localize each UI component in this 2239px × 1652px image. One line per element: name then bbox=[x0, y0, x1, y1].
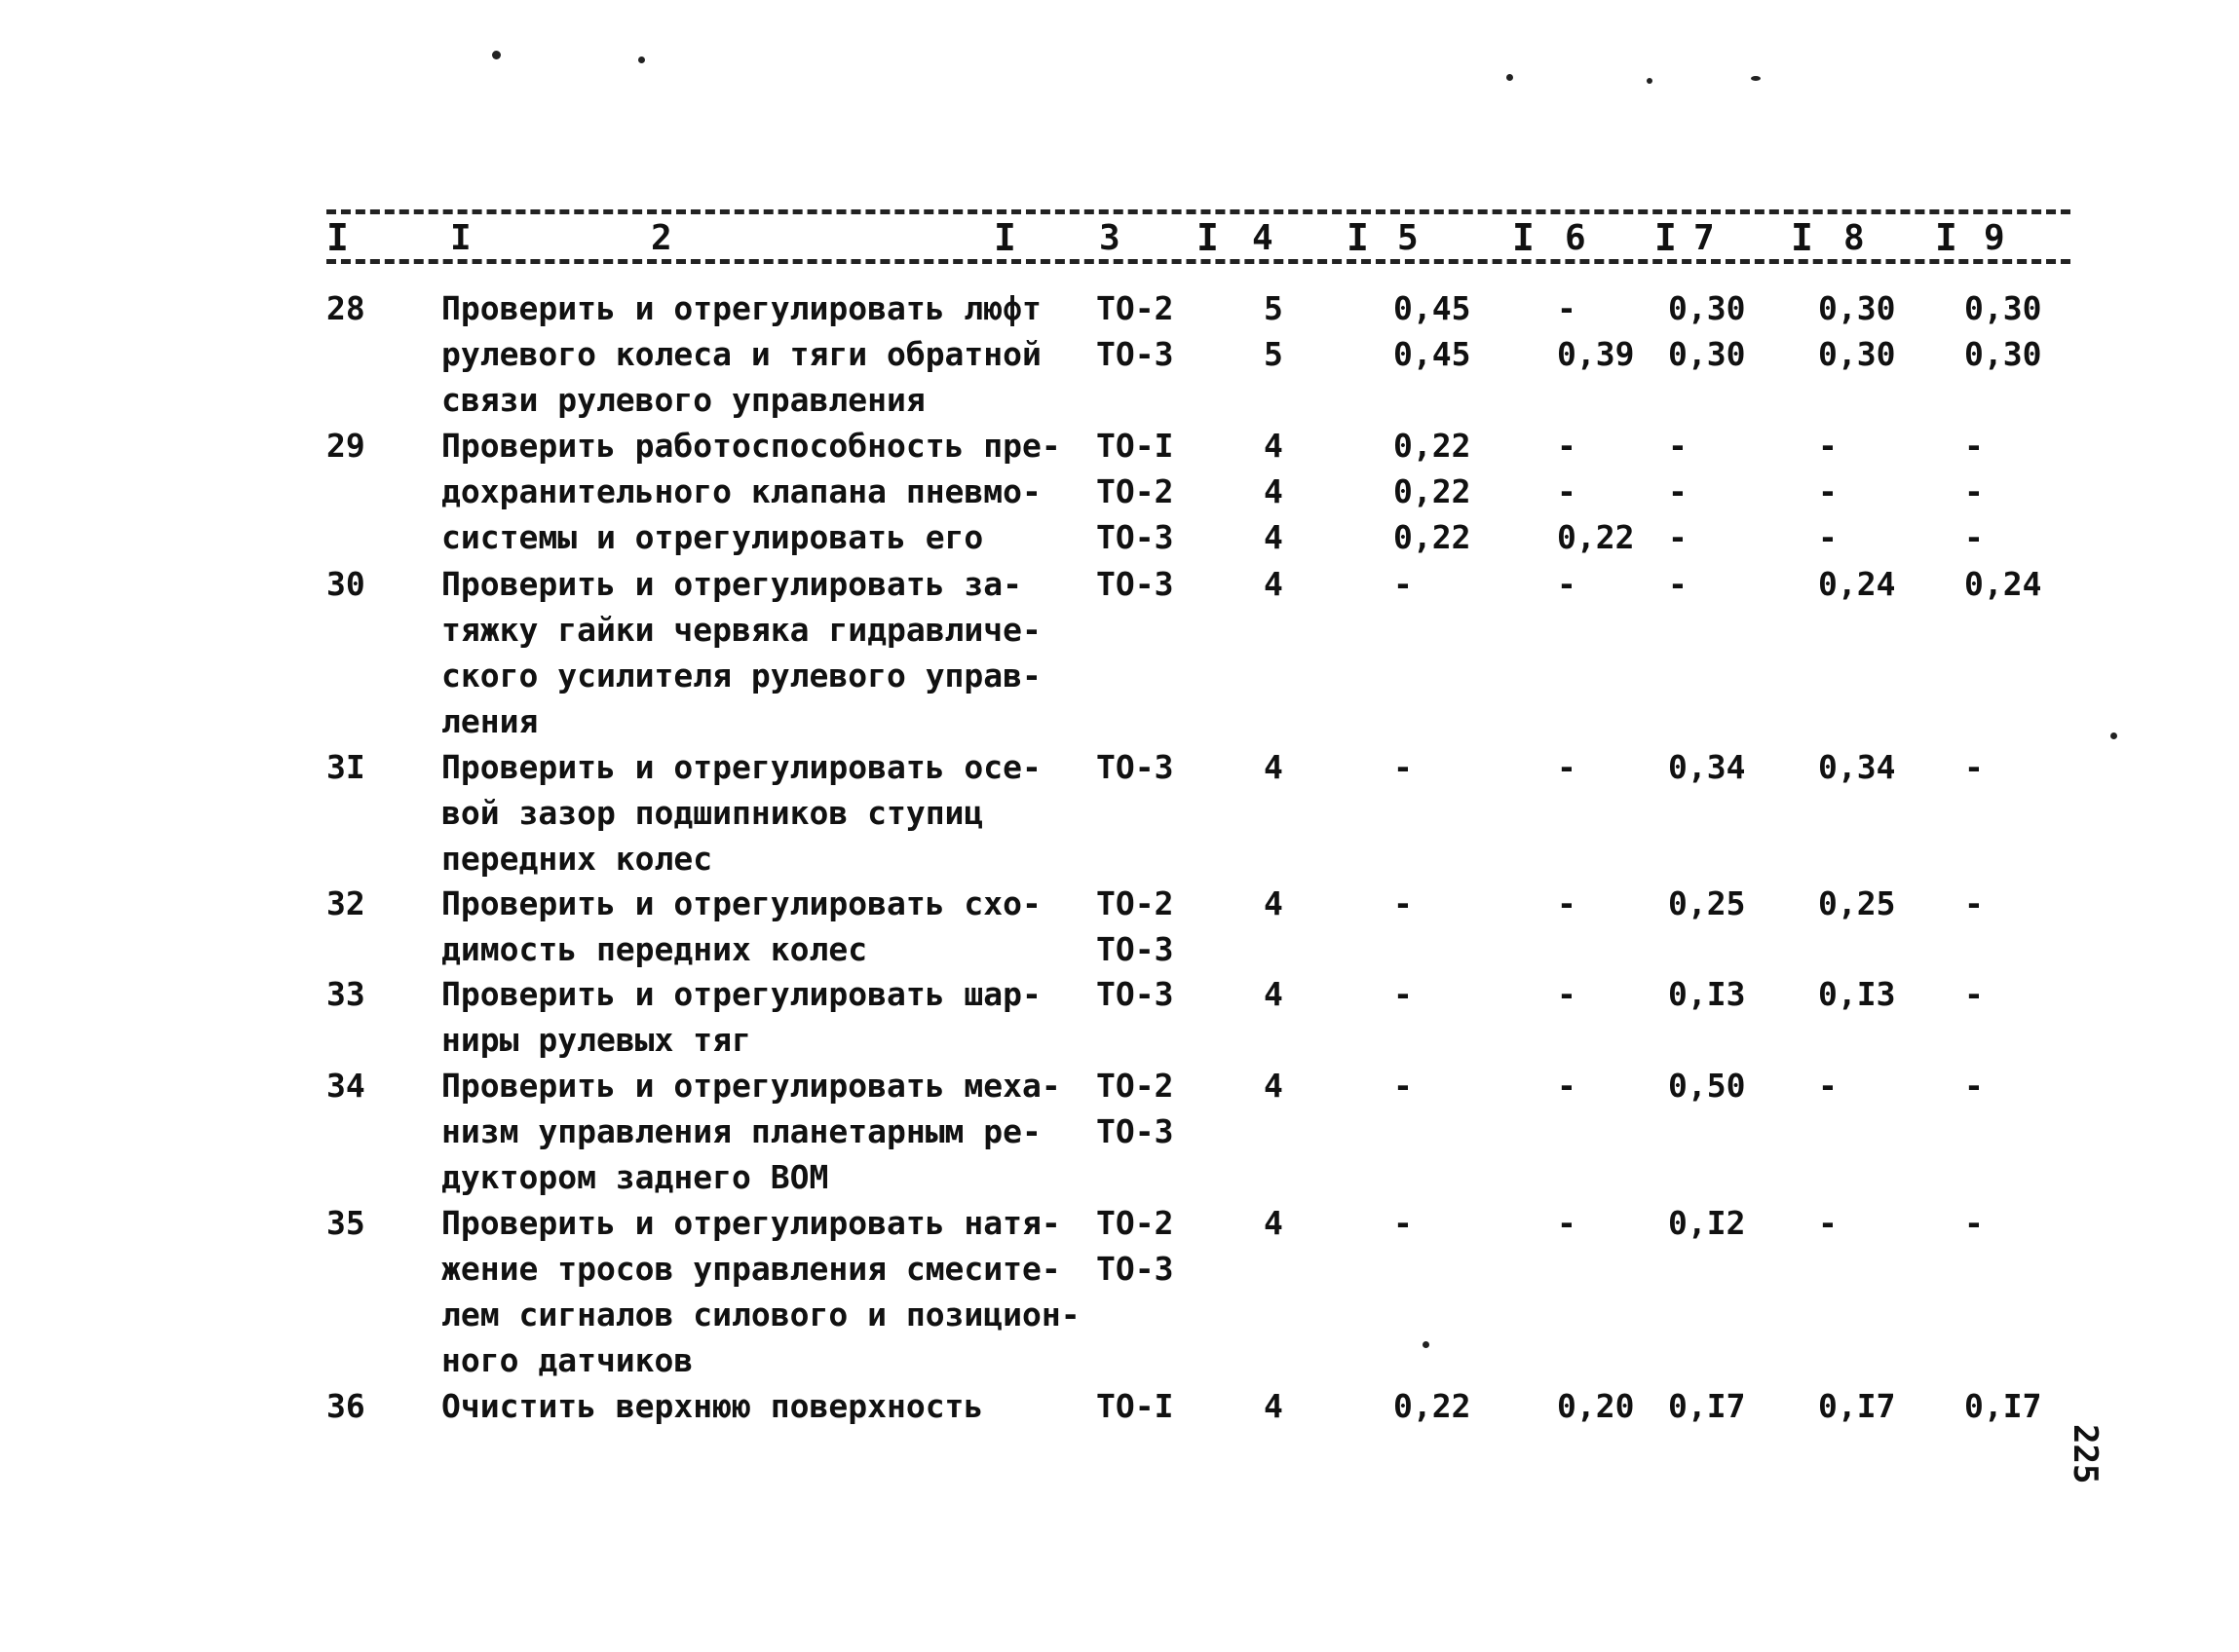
maintenance-type: ТО-2 ТО-3 bbox=[1096, 884, 1174, 968]
row-description: Проверить и отрегулировать люфт рулевого колеса и тяги обратной связи рулевого управления bbox=[441, 289, 1042, 419]
header-separator: I bbox=[326, 216, 349, 259]
col-7-value: - bbox=[1668, 565, 1688, 603]
maintenance-type: ТО-2 ТО-3 bbox=[1096, 289, 1174, 373]
header-col-6: 6 bbox=[1565, 218, 1586, 258]
col-7-value: 0,50 bbox=[1668, 1067, 1746, 1105]
maintenance-type: ТО-I ТО-2 ТО-3 bbox=[1096, 427, 1174, 556]
col-9-value: 0,24 bbox=[1964, 565, 2042, 603]
col-4-value: 5 5 bbox=[1264, 289, 1283, 373]
col-4-value: 4 bbox=[1264, 565, 1283, 603]
col-6-value: - bbox=[1557, 565, 1576, 603]
header-separator: I bbox=[1196, 216, 1219, 259]
col-8-value: 0,30 0,30 bbox=[1818, 289, 1896, 373]
row-number: 3I bbox=[326, 748, 365, 786]
col-8-value: - bbox=[1818, 1204, 1838, 1242]
col-6-value: - bbox=[1557, 975, 1576, 1013]
col-8-value: 0,I7 bbox=[1818, 1387, 1896, 1425]
col-7-value: 0,25 bbox=[1668, 884, 1746, 922]
scan-speck bbox=[492, 51, 501, 59]
scan-speck bbox=[1506, 74, 1513, 81]
col-9-value: - bbox=[1964, 1067, 1984, 1105]
maintenance-type: ТО-3 bbox=[1096, 975, 1174, 1013]
header-separator: I bbox=[1935, 216, 1957, 259]
col-5-value: - bbox=[1393, 975, 1413, 1013]
col-8-value: 0,25 bbox=[1818, 884, 1896, 922]
row-number: 35 bbox=[326, 1204, 365, 1242]
col-9-value: - bbox=[1964, 884, 1984, 922]
maintenance-type: ТО-I bbox=[1096, 1387, 1174, 1425]
maintenance-type: ТО-2 ТО-3 bbox=[1096, 1067, 1174, 1150]
col-7-value: 0,I7 bbox=[1668, 1387, 1746, 1425]
col-8-value: 0,I3 bbox=[1818, 975, 1896, 1013]
header-col-8: 8 bbox=[1843, 218, 1865, 258]
row-description: Проверить и отрегулировать осе- вой зазор подшипников ступиц передних колес bbox=[441, 748, 1042, 878]
header-col-7: 7 bbox=[1693, 218, 1715, 258]
page-number: 225 bbox=[2066, 1424, 2105, 1484]
row-number: 30 bbox=[326, 565, 365, 603]
col-7-value: 0,34 bbox=[1668, 748, 1746, 786]
col-5-value: 0,22 bbox=[1393, 1387, 1471, 1425]
col-7-value: 0,I3 bbox=[1668, 975, 1746, 1013]
maintenance-type: ТО-3 bbox=[1096, 748, 1174, 786]
col-8-value: 0,34 bbox=[1818, 748, 1896, 786]
row-number: 33 bbox=[326, 975, 365, 1013]
col-8-value: 0,24 bbox=[1818, 565, 1896, 603]
header-separator: I bbox=[1654, 216, 1677, 259]
scan-speck bbox=[638, 56, 645, 63]
col-9-value: - - - bbox=[1964, 427, 1984, 556]
header-col-3: 3 bbox=[1099, 218, 1120, 258]
header-col-9: 9 bbox=[1984, 218, 2005, 258]
scan-speck bbox=[1423, 1341, 1429, 1348]
scan-speck bbox=[1751, 76, 1761, 81]
col-9-value: 0,I7 bbox=[1964, 1387, 2042, 1425]
col-4-value: 4 4 4 bbox=[1264, 427, 1283, 556]
col-4-value: 4 bbox=[1264, 1067, 1283, 1105]
col-8-value: - bbox=[1818, 1067, 1838, 1105]
header-separator: I bbox=[1512, 216, 1535, 259]
col-5-value: - bbox=[1393, 1067, 1413, 1105]
row-description: Проверить и отрегулировать меха- низм управления планетарным ре- дуктором заднего ВОМ bbox=[441, 1067, 1061, 1196]
col-5-value: - bbox=[1393, 1204, 1413, 1242]
row-description: Проверить работоспособность пре- дохранительного клапана пневмо- системы и отрегулировать его bbox=[441, 427, 1061, 556]
col-4-value: 4 bbox=[1264, 1204, 1283, 1242]
row-description: Проверить и отрегулировать шар- ниры рулевых тяг bbox=[441, 975, 1042, 1059]
col-4-value: 4 bbox=[1264, 1387, 1283, 1425]
col-7-value: - - - bbox=[1668, 427, 1688, 556]
row-number: 29 bbox=[326, 427, 365, 465]
scan-speck bbox=[2110, 732, 2117, 739]
col-5-value: - bbox=[1393, 565, 1413, 603]
col-7-value: 0,I2 bbox=[1668, 1204, 1746, 1242]
row-description: Очистить верхнюю поверхность bbox=[441, 1387, 984, 1425]
col-9-value: - bbox=[1964, 975, 1984, 1013]
col-6-value: - bbox=[1557, 1204, 1576, 1242]
col-6-value: 0,20 bbox=[1557, 1387, 1635, 1425]
col-9-value: 0,30 0,30 bbox=[1964, 289, 2042, 373]
row-number: 28 bbox=[326, 289, 365, 327]
header-top-rule bbox=[326, 209, 2070, 214]
header-col-1: I bbox=[450, 218, 472, 258]
col-6-value: - - 0,22 bbox=[1557, 427, 1635, 556]
row-description: Проверить и отрегулировать за- тяжку гайки червяка гидравличе- ского усилителя рулевого управ- ления bbox=[441, 565, 1042, 740]
row-number: 36 bbox=[326, 1387, 365, 1425]
col-5-value: - bbox=[1393, 748, 1413, 786]
col-6-value: - bbox=[1557, 884, 1576, 922]
maintenance-type: ТО-2 ТО-3 bbox=[1096, 1204, 1174, 1288]
col-6-value: - 0,39 bbox=[1557, 289, 1635, 373]
row-number: 32 bbox=[326, 884, 365, 922]
col-9-value: - bbox=[1964, 1204, 1984, 1242]
header-col-2: 2 bbox=[651, 218, 672, 258]
row-number: 34 bbox=[326, 1067, 365, 1105]
col-9-value: - bbox=[1964, 748, 1984, 786]
col-4-value: 4 bbox=[1264, 975, 1283, 1013]
col-4-value: 4 bbox=[1264, 884, 1283, 922]
header-bottom-rule bbox=[326, 259, 2070, 264]
col-8-value: - - - bbox=[1818, 427, 1838, 556]
scan-speck bbox=[1647, 78, 1652, 84]
header-separator: I bbox=[1347, 216, 1369, 259]
row-description: Проверить и отрегулировать схо- димость передних колес bbox=[441, 884, 1042, 968]
col-5-value: 0,22 0,22 0,22 bbox=[1393, 427, 1471, 556]
header-separator: I bbox=[1791, 216, 1813, 259]
maintenance-type: ТО-3 bbox=[1096, 565, 1174, 603]
col-5-value: - bbox=[1393, 884, 1413, 922]
row-description: Проверить и отрегулировать натя- жение тросов управления смесите- лем сигналов силового и позицион- ного датчиков bbox=[441, 1204, 1081, 1379]
header-separator: I bbox=[994, 216, 1016, 259]
col-4-value: 4 bbox=[1264, 748, 1283, 786]
col-7-value: 0,30 0,30 bbox=[1668, 289, 1746, 373]
col-6-value: - bbox=[1557, 748, 1576, 786]
col-6-value: - bbox=[1557, 1067, 1576, 1105]
header-col-5: 5 bbox=[1397, 218, 1419, 258]
header-col-4: 4 bbox=[1252, 218, 1273, 258]
col-5-value: 0,45 0,45 bbox=[1393, 289, 1471, 373]
